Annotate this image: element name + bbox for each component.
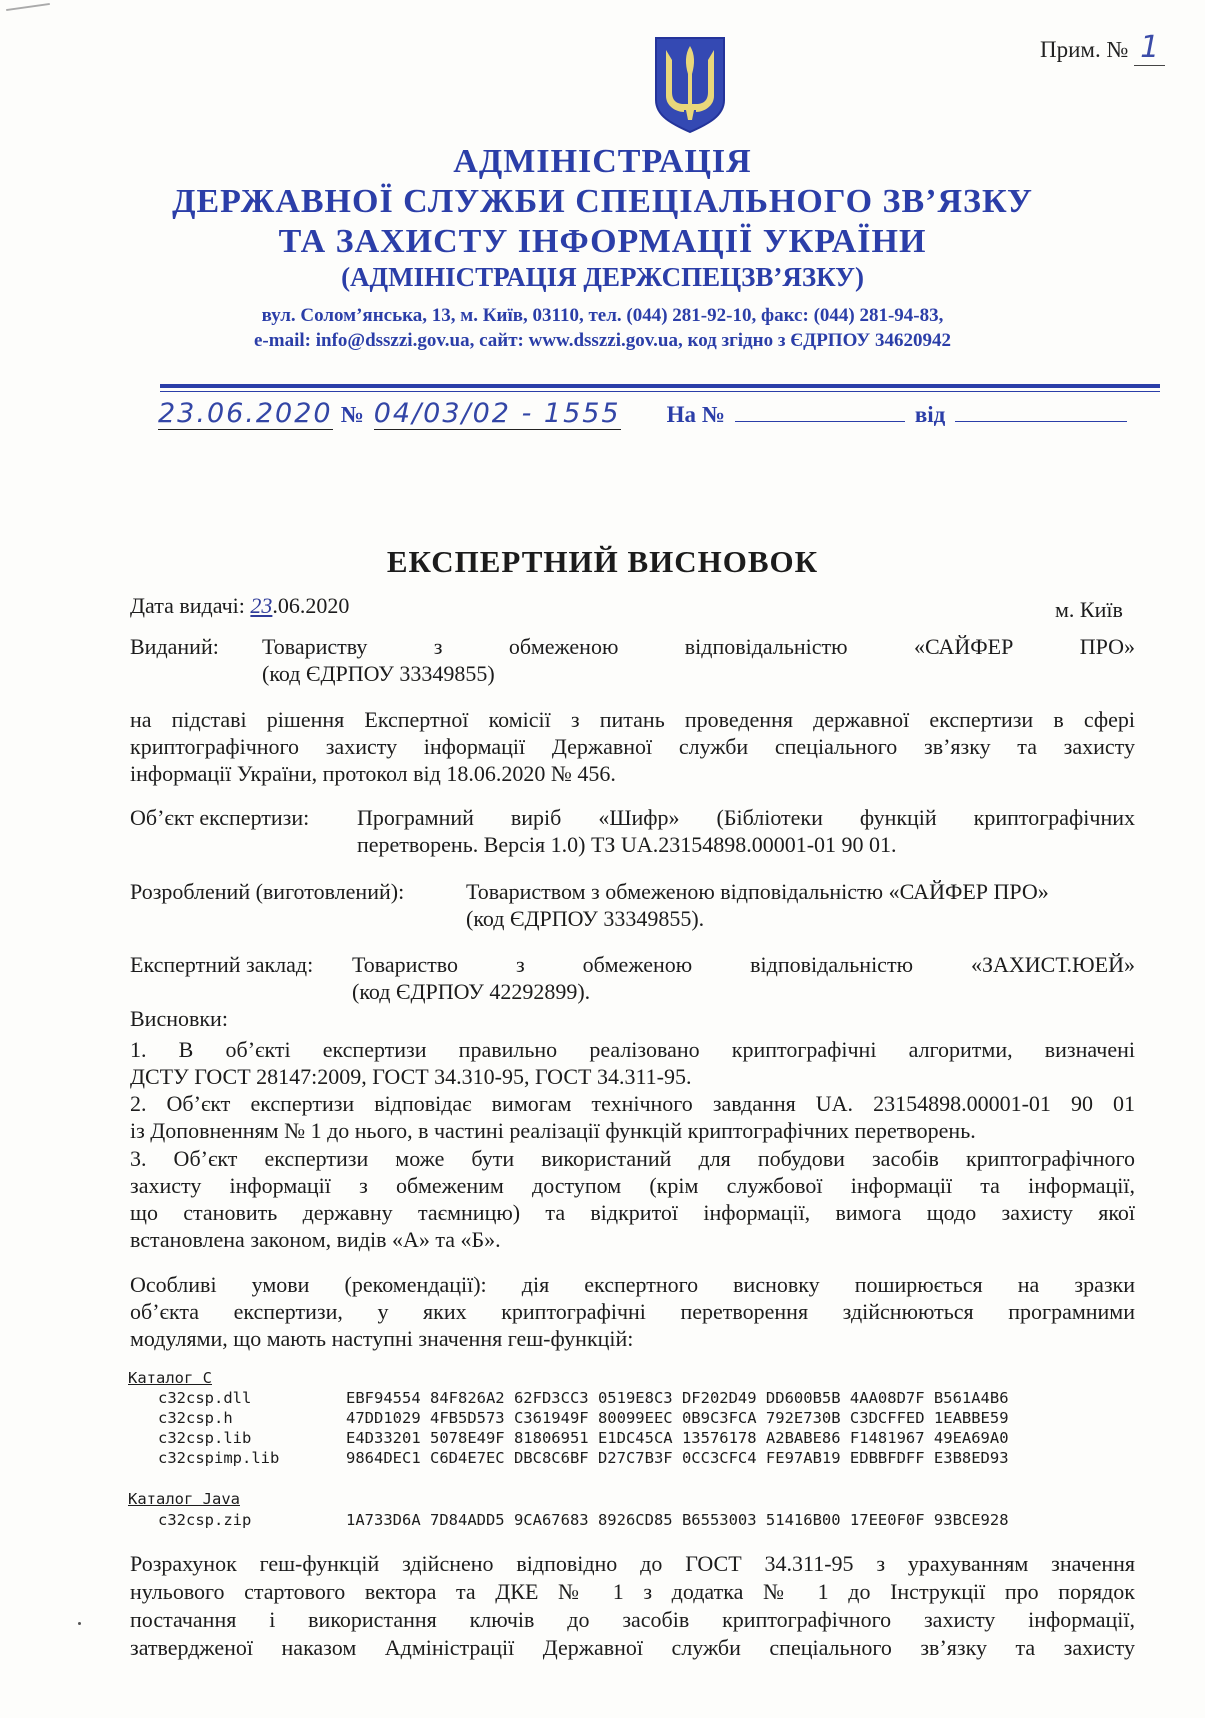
conclusion-line: 1. В об’єкті експертизи правильно реалізовано криптографічні алгоритми, визначені: [130, 1037, 1135, 1062]
registration-date: 23.06.2020: [158, 398, 333, 429]
basis-line-3: інформації України, протокол від 18.06.2020 № 456.: [130, 761, 616, 786]
conclusion-line: 2. Об’єкт експертизи відповідає вимогам технічного завдання UA. 23154898.00001-01 90 01: [130, 1091, 1135, 1116]
issue-date-day: 23: [250, 593, 273, 618]
conditions-line: модулями, що мають наступні значення геш-функцій:: [130, 1326, 634, 1351]
conclusion-line: що становить державну таємницю) та відкритої інформації, вимога щодо захисту якої: [130, 1200, 1135, 1225]
hash-file-name: c32csp.lib: [158, 1429, 252, 1447]
calc-line: нульового стартового вектора та ДКЕ № 1 з додатка № 1 до Інструкції про порядок: [130, 1579, 1135, 1604]
issued-line-1: Товариству з обмеженою відповідальністю «САЙФЕР ПРО»: [262, 634, 1135, 659]
scan-mark: [6, 3, 50, 11]
object-line-2: перетворень. Версія 1.0) ТЗ UA.23154898.00001-01 90 01.: [357, 832, 897, 857]
hash-value: 9864DEC1 C6D4E7EC DBC8C6BF D27C7B3F 0CC3CFC4 FE97AB19 EDBBFDFF E3B8ED93: [346, 1449, 1009, 1467]
developer-label: Розроблений (виготовлений):: [130, 879, 405, 904]
conclusion-line: 3. Об’єкт експертизи може бути використаний для побудови засобів криптографічного: [130, 1146, 1135, 1171]
org-name-line-1: АДМІНІСТРАЦІЯ: [453, 143, 752, 180]
conclusion-line: захисту інформації з обмеженим доступом (крім службової інформації та інформації,: [130, 1173, 1135, 1198]
basis-line-1: на підставі рішення Експертної комісії з питань проведення державної експертизи в сфері: [130, 707, 1135, 732]
conditions-line: Особливі умови (рекомендації): дія експертного висновку поширюється на зразки: [130, 1272, 1135, 1297]
basis-line-2: криптографічного захисту інформації Державної служби спеціального зв’язку та захисту: [130, 734, 1135, 759]
hash-file-name: c32csp.zip: [158, 1511, 252, 1529]
catalog-c-label: Каталог C: [128, 1369, 212, 1387]
object-label: Об’єкт експертизи:: [130, 805, 310, 830]
conditions-line: об’єкта експертизи, у яких криптографічні перетворення здійснюються програмними: [130, 1299, 1135, 1324]
hash-value: 1A733D6A 7D84ADD5 9CA67683 8926CD85 B6553003 51416B00 17EE0F0F 93BCE928: [346, 1511, 1009, 1529]
hash-file-name: c32csp.h: [158, 1409, 233, 1427]
reply-to-date-blank: [955, 399, 1127, 422]
expert-body-line-1: Товариство з обмеженою відповідальністю «ЗАХИСТ.ЮЕЙ»: [352, 952, 1135, 977]
calc-line: затвердженої наказом Адміністрації Державної служби спеціального зв’язку та захисту: [130, 1635, 1135, 1660]
object-line-1: Програмний виріб «Шифр» (Бібліотеки функцій криптографічних: [357, 805, 1135, 830]
address-line-1: вул. Солом’янська, 13, м. Київ, 03110, тел. (044) 281-92-10, факс: (044) 281-94-83,: [261, 305, 944, 326]
trident-emblem-icon: [652, 34, 728, 134]
issued-line-2: (код ЄДРПОУ 33349855): [262, 661, 495, 686]
conclusion-line: встановлена законом, видів «А» та «Б».: [130, 1227, 501, 1252]
issue-city: м. Київ: [1055, 597, 1123, 622]
hash-file-name: c32csp.dll: [158, 1389, 252, 1407]
calc-line: постачання і використання ключів до засобів криптографічного захисту інформації,: [130, 1607, 1135, 1632]
conclusions-label: Висновки:: [130, 1006, 228, 1031]
scan-dot: [78, 1622, 81, 1625]
appendix-label: Прим. №: [1040, 37, 1129, 62]
address-line-2: e-mail: info@dsszzi.gov.ua, сайт: www.dsszzi.gov.ua, код згідно з ЄДРПОУ 34620942: [254, 330, 951, 351]
org-short-name: (АДМІНІСТРАЦІЯ ДЕРЖСПЕЦЗВ’ЯЗКУ): [341, 262, 864, 292]
org-name-line-2: ДЕРЖАВНОЇ СЛУЖБИ СПЕЦІАЛЬНОГО ЗВ’ЯЗКУ: [172, 183, 1033, 220]
conclusion-line: ДСТУ ГОСТ 28147:2009, ГОСТ 34.310-95, ГОСТ 34.311-95.: [130, 1064, 692, 1089]
calc-line: Розрахунок геш-функцій здійснено відповідно до ГОСТ 34.311-95 з урахуванням значення: [130, 1551, 1135, 1576]
reply-to-number-blank: [735, 399, 905, 422]
hash-file-name: c32cspimp.lib: [158, 1449, 280, 1467]
header-rule-thin: [160, 391, 1160, 392]
appendix-number: [1040, 30, 1165, 65]
registration-number-label: №: [340, 402, 364, 427]
appendix-number-value: 1: [1134, 30, 1165, 66]
issue-date: [130, 592, 349, 619]
reply-to-number-label: На №: [666, 402, 725, 427]
reply-to-date-label: від: [914, 402, 946, 427]
issue-date-label: Дата видачі:: [130, 593, 245, 618]
developer-line-1: Товариством з обмеженою відповідальністю «САЙФЕР ПРО»: [466, 879, 1049, 904]
hash-value: 47DD1029 4FB5D573 C361949F 80099EEC 0B9C3FCA 792E730B C3DCFFED 1EABBE59: [346, 1409, 1009, 1427]
expert-body-line-2: (код ЄДРПОУ 42292899).: [352, 979, 591, 1004]
conclusion-line: із Доповненням № 1 до нього, в частині реалізації функцій криптографічних перетворень.: [130, 1118, 976, 1143]
registration-number: 04/03/02 - 1555: [373, 398, 621, 429]
hash-value: E4D33201 5078E49F 81806951 E1DC45CA 13576178 A2BABE86 F1481967 49EA69A0: [346, 1429, 1009, 1447]
header-rule-thick: [160, 384, 1160, 388]
developer-line-2: (код ЄДРПОУ 33349855).: [466, 906, 705, 931]
document-title: ЕКСПЕРТНИЙ ВИСНОВОК: [386, 544, 819, 579]
org-name-line-3: ТА ЗАХИСТУ ІНФОРМАЦІЇ УКРАЇНИ: [278, 223, 927, 260]
catalog-java-label: Каталог Java: [128, 1490, 240, 1508]
issued-label: Виданий:: [130, 634, 219, 659]
issue-date-rest: .06.2020: [272, 593, 350, 618]
hash-value: EBF94554 84F826A2 62FD3CC3 0519E8C3 DF202D49 DD600B5B 4AA08D7F B561A4B6: [346, 1389, 1009, 1407]
registration-line: [158, 398, 1127, 430]
expert-body-label: Експертний заклад:: [130, 952, 314, 977]
